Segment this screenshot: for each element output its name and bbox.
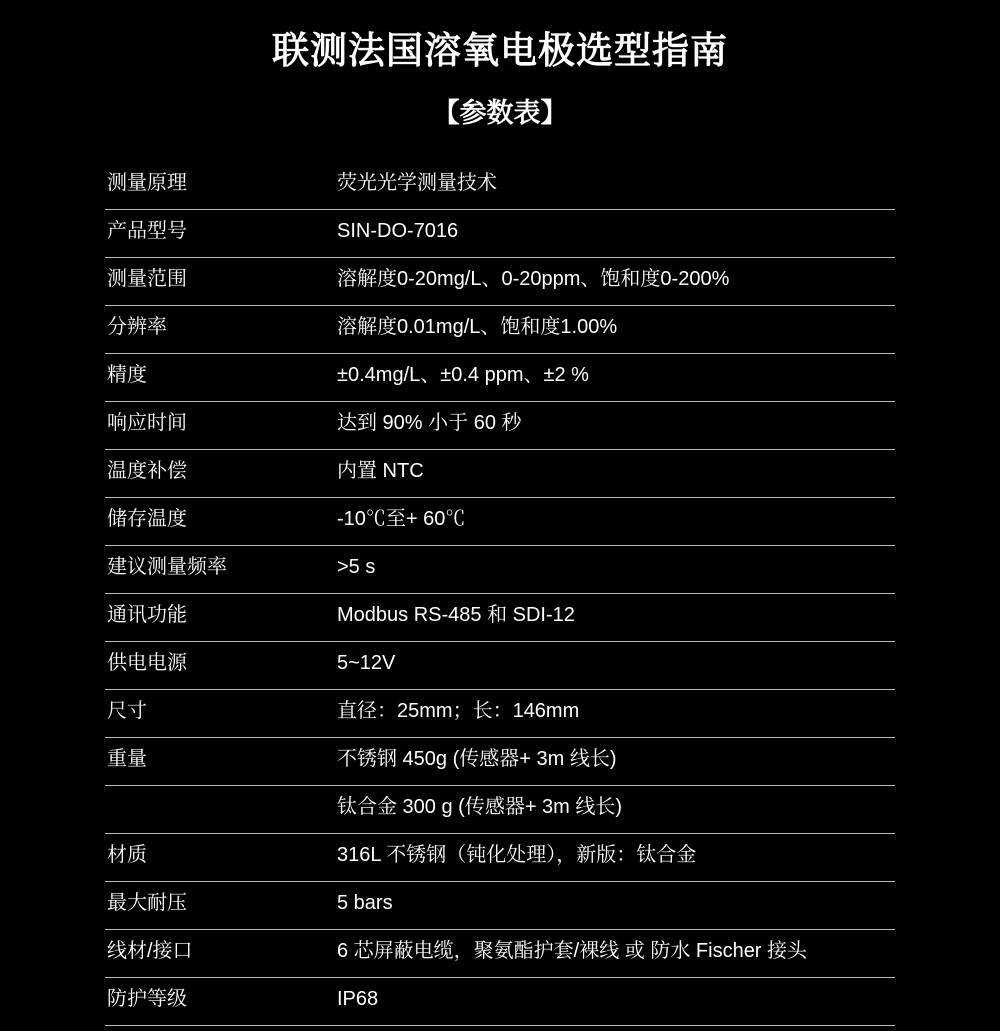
- spec-value: 溶解度0-20mg/L、0-20ppm、饱和度0-200%: [325, 257, 895, 305]
- spec-value: ±0.4mg/L、±0.4 ppm、±2 %: [325, 353, 895, 401]
- spec-value: 溶解度0.01mg/L、饱和度1.00%: [325, 305, 895, 353]
- spec-label: 重量: [105, 737, 325, 785]
- table-row: [105, 641, 895, 689]
- spec-label: 线材/接口: [105, 929, 325, 977]
- table-row: [105, 353, 895, 401]
- table-row: [105, 209, 895, 257]
- spec-value: 达到 90% 小于 60 秒: [325, 401, 895, 449]
- table-row: [105, 737, 895, 785]
- spec-label: 响应时间: [105, 401, 325, 449]
- spec-label: 材质: [105, 833, 325, 881]
- spec-label: 分辨率: [105, 305, 325, 353]
- table-row: [105, 785, 895, 833]
- spec-value: 钛合金 300 g (传感器+ 3m 线长): [325, 785, 895, 833]
- spec-value: 不锈钢 450g (传感器+ 3m 线长): [325, 737, 895, 785]
- table-row: [105, 545, 895, 593]
- spec-value: -10℃至+ 60℃: [325, 497, 895, 545]
- spec-label: 精度: [105, 353, 325, 401]
- spec-label: 测量范围: [105, 257, 325, 305]
- spec-value: 6 芯屏蔽电缆，聚氨酯护套/裸线 或 防水 Fischer 接头: [325, 929, 895, 977]
- spec-label: 产品型号: [105, 209, 325, 257]
- spec-label: 储存温度: [105, 497, 325, 545]
- spec-value: 内置 NTC: [325, 449, 895, 497]
- spec-table-body: [105, 161, 895, 1025]
- spec-value: 5~12V: [325, 641, 895, 689]
- specification-table: [105, 161, 895, 1026]
- table-row: [105, 161, 895, 209]
- page-subtitle: 【参数表】: [432, 98, 568, 129]
- spec-value: >5 s: [325, 545, 895, 593]
- spec-label: 最大耐压: [105, 881, 325, 929]
- table-row: [105, 449, 895, 497]
- spec-label: 防护等级: [105, 977, 325, 1025]
- spec-label: 温度补偿: [105, 449, 325, 497]
- spec-label: 供电电源: [105, 641, 325, 689]
- table-row: [105, 593, 895, 641]
- table-row: [105, 977, 895, 1025]
- table-row: [105, 257, 895, 305]
- table-row: [105, 497, 895, 545]
- table-row: [105, 689, 895, 737]
- page-title: 联测法国溶氧电极选型指南: [272, 30, 728, 71]
- spec-value: 直径：25mm；长：146mm: [325, 689, 895, 737]
- table-row: [105, 305, 895, 353]
- spec-label: 通讯功能: [105, 593, 325, 641]
- spec-label: 尺寸: [105, 689, 325, 737]
- table-row: [105, 401, 895, 449]
- spec-value: SIN-DO-7016: [325, 209, 895, 257]
- spec-value: 5 bars: [325, 881, 895, 929]
- spec-label: 建议测量频率: [105, 545, 325, 593]
- table-row: [105, 929, 895, 977]
- spec-value: 316L 不锈钢（钝化处理），新版：钛合金: [325, 833, 895, 881]
- spec-label: 测量原理: [105, 161, 325, 209]
- spec-value: IP68: [325, 977, 895, 1025]
- spec-value: Modbus RS-485 和 SDI-12: [325, 593, 895, 641]
- table-row: [105, 833, 895, 881]
- spec-value: 荧光光学测量技术: [325, 161, 895, 209]
- spec-label: [105, 785, 325, 833]
- table-row: [105, 881, 895, 929]
